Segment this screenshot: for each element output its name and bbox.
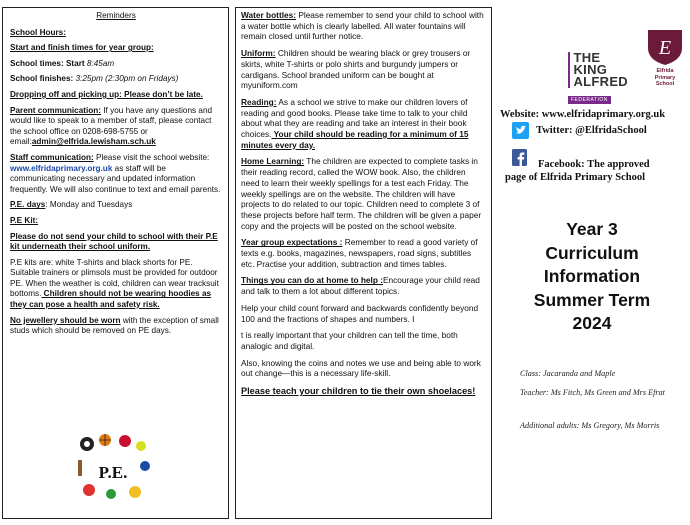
twitter-handle[interactable]: Twitter: @ElfridaSchool <box>536 125 647 136</box>
things-to-do-at-home: Things you can do at home to help :Encourage your child read and talk to them a lot about different topics. <box>241 275 480 297</box>
parent-email-link[interactable]: admin@elfrida.lewisham.sch.uk <box>31 137 156 147</box>
ball-icon <box>106 489 116 499</box>
class-info: Class: Jacaranda and Maple <box>520 369 616 378</box>
pe-days: P.E. days: Monday and Tuesdays <box>10 200 133 210</box>
jewellery-text: No jewellery should be worn with the exception of small studs which should be removed on PE days. <box>10 315 219 336</box>
year-group-expectations: Year group expectations : Remember to read a good variety of texts e.g. books, magazines, newspapers, road signs, subtitles etc. Practise your addition, subtraction and times tables. <box>241 237 478 269</box>
pe-logo-icon <box>75 432 153 502</box>
elfrida-crest-logo <box>640 28 690 98</box>
staff-communication: Staff communication: Please visit the school website: www.elfridaprimary.org.uk as staff will be communicating necessary and updated information frequently. We will also continue to text and email parents. <box>10 152 221 194</box>
facebook-line2: page of Elfrida Primary School <box>505 172 645 183</box>
pe-kit-heading: P.E Kit: <box>10 215 39 225</box>
svg-text:E: E <box>658 37 672 59</box>
bat-icon <box>78 460 82 476</box>
ball-icon <box>129 486 141 498</box>
cricket-ball-icon <box>119 435 131 447</box>
school-times: School times: Start 8:45am <box>10 58 115 68</box>
king-alfred-federation-logo <box>568 52 628 108</box>
dropping-off-heading: Dropping off and picking up: Please don’t be late. <box>10 89 203 99</box>
reminders-heading: Reminders <box>96 11 136 20</box>
logo-text: ALFRED <box>573 74 628 89</box>
coins-notes: Also, knowing the coins and notes we use and being able to work out change—this is a necessary life-skill. <box>241 357 481 379</box>
teacher-info: Teacher: Ms Fitch, Ms Green and Mrs Efrat <box>520 388 665 397</box>
pe-logo-text: P.E. <box>98 463 128 482</box>
pe-kit-warning: Please do not send your child to school with their P.E kit underneath their school uniform. <box>10 231 218 252</box>
school-finishes: School finishes: 3:25pm (2:30pm on Fridays) <box>10 74 179 84</box>
pe-kits-text: P.E kits are: white T-shirts and black shorts for PE. Suitable trainers or plimsols must be provided for outdoor PE. When the weather is cold, children can wear tracksuit bottoms. Children should not be wearing hoodies as they can pose a health and safety risk. <box>10 257 219 310</box>
parent-communication: Parent communication: If you have any questions and would like to speak to a member of staff, please contact the school office on 0208-698-5755 or email:admin@elfrida.lewisham.sch.uk <box>10 105 213 147</box>
website-link[interactable]: www.elfridaprimary.org.uk <box>10 163 113 173</box>
tell-time: t is really important that your children can tell the time, both analogic and digital. <box>241 330 458 351</box>
page-title: Year 3 Curriculum Information Summer Term 2024 <box>533 219 651 333</box>
shoelaces-reminder: Please teach your children to tie their own shoelaces! <box>241 386 476 397</box>
home-learning: Home Learning: The children are expected to complete tasks in their reading record, called the WOW book. Also, the children need to learn their weekly spellings for a test each Friday. The weekly spellings are on the website. The children will have projects to do related to our topic. Children need to complete 3 of these projects before half term. The children will be given a paper copy and the projects will be posted on the school website. <box>241 156 482 231</box>
ball-icon <box>140 461 150 471</box>
school-hours-heading: School Hours: <box>10 27 66 37</box>
federation-label: FEDERATION <box>568 96 611 104</box>
twitter-icon <box>512 122 529 139</box>
ball-icon <box>83 484 95 496</box>
uniform: Uniform: Children should be wearing black or grey trousers or skirts, white T-shirts or polo shirts and burgundy jumpers or cardigans. School branded uniform can be bought at myuniform.com <box>241 48 471 91</box>
water-bottles: Water bottles: Please remember to send your child to school with a water bottle which is clearly labelled. All water fountains will remain closed until further notice. <box>241 10 484 42</box>
crest-text: Elfrida Primary School <box>654 68 676 87</box>
additional-adults-info: Additional adults: Ms Gregory, Ms Morris <box>520 421 660 430</box>
tennis-ball-icon <box>136 441 146 451</box>
logo-text: THE <box>573 50 601 65</box>
reading: Reading: As a school we strive to make our children lovers of reading and good books. Please take time to talk to your child about what they are reading and take an interest in their book choices. Your child should be reading for a minimum of 15 minutes every day. <box>241 96 469 150</box>
facebook-icon <box>512 149 527 166</box>
logo-text: KING <box>573 62 608 77</box>
shield-icon <box>642 28 688 66</box>
twitter-row[interactable] <box>512 122 647 139</box>
information-panel <box>235 7 492 519</box>
facebook-line1: Facebook: The approved <box>538 159 650 170</box>
start-finish-heading: Start and finish times for year group: <box>10 43 154 53</box>
help-count: Help your child count forward and backwards confidently beyond 100 and the fractions of shapes and numbers. I <box>241 302 479 324</box>
website-text[interactable]: Website: www.elfridaprimary.org.uk <box>500 109 666 120</box>
